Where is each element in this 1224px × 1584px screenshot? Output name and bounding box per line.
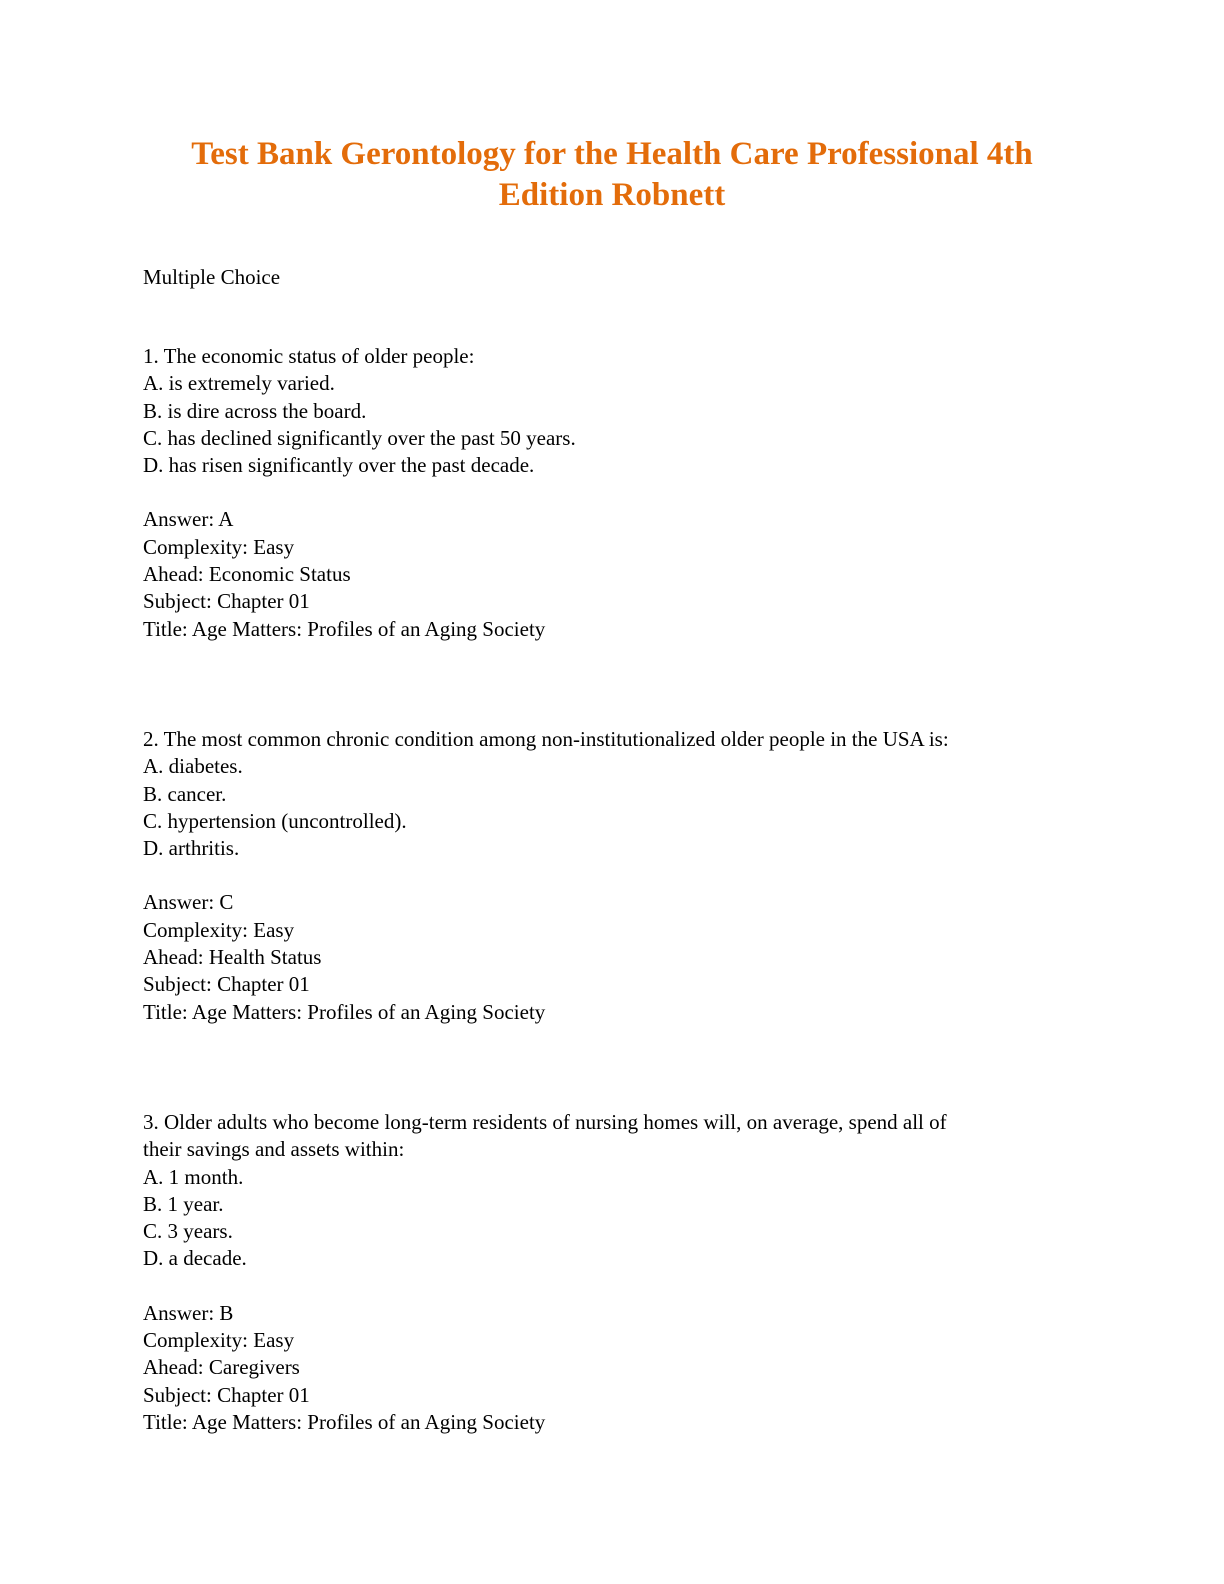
answer-metadata [143,889,1083,1025]
option-c: C. 3 years. [143,1219,233,1244]
question-stem: 2. The most common chronic condition among non-institutionalized older people in the USA is: [143,727,949,751]
subject: Subject: Chapter 01 [143,972,310,997]
document-title-line-1: Test Bank Gerontology for the Health Care Professional 4th [191,136,1033,172]
option-d: D. has risen significantly over the past decade. [143,453,535,478]
section-label: Multiple Choice [143,265,281,289]
option-a: A. is extremely varied. [143,371,335,396]
option-c: C. has declined significantly over the past 50 years. [143,425,576,450]
option-a: A. 1 month. [143,1164,244,1189]
topic-title: Title: Age Matters: Profiles of an Aging Society [143,999,546,1024]
question-stem: 1. The economic status of older people: [143,344,475,368]
option-c: C. hypertension (uncontrolled). [143,808,407,833]
question-stem-line-2: their savings and assets within: [143,1137,405,1162]
answer-metadata [143,1300,1083,1436]
answer: Answer: C [143,890,234,915]
ahead: Ahead: Health Status [143,945,322,970]
complexity: Complexity: Easy [143,917,295,942]
answer-metadata [143,506,1083,642]
question-2 [143,726,1083,1026]
topic-title: Title: Age Matters: Profiles of an Aging Society [143,1409,546,1434]
answer: Answer: A [143,507,234,532]
document-title [100,134,1124,216]
ahead: Ahead: Caregivers [143,1355,300,1380]
ahead: Ahead: Economic Status [143,562,351,587]
topic-title: Title: Age Matters: Profiles of an Aging Society [143,616,546,641]
option-d: D. a decade. [143,1246,247,1271]
subject: Subject: Chapter 01 [143,1382,310,1407]
option-b: B. is dire across the board. [143,398,367,423]
option-b: B. cancer. [143,781,227,806]
question-1 [143,343,1083,643]
complexity: Complexity: Easy [143,1328,295,1353]
subject: Subject: Chapter 01 [143,589,310,614]
option-b: B. 1 year. [143,1191,224,1216]
question-stem-line-1: 3. Older adults who become long-term residents of nursing homes will, on average, spend all of [143,1110,947,1134]
answer: Answer: B [143,1300,234,1325]
document-title-line-2: Edition Robnett [498,177,726,213]
question-3 [143,1109,1083,1436]
option-d: D. arthritis. [143,836,240,861]
complexity: Complexity: Easy [143,534,295,559]
option-a: A. diabetes. [143,754,243,779]
